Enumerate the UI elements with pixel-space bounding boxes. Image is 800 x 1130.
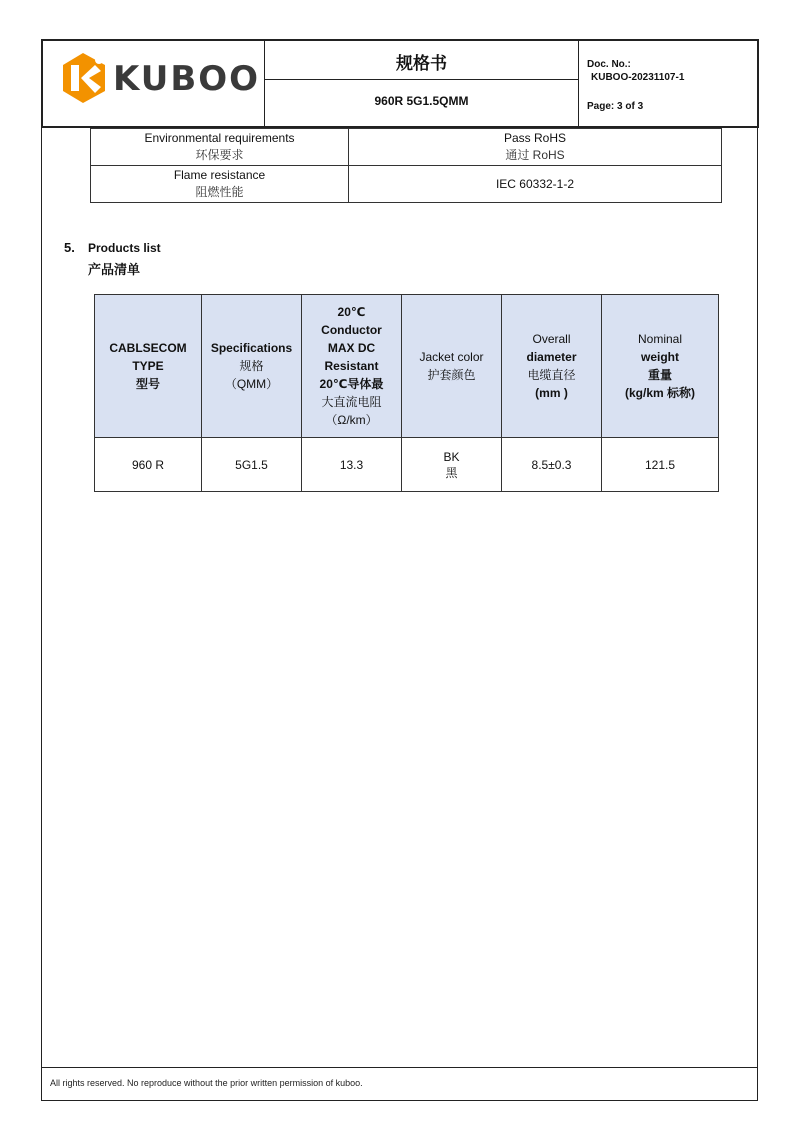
brand-name: KUBOO xyxy=(113,59,261,99)
cell-resistance: 13.3 xyxy=(302,438,402,492)
section-title: Products list xyxy=(88,241,161,255)
footer-divider xyxy=(41,1067,758,1068)
column-header-jacket-color: Jacket color 护套颜色 xyxy=(402,295,502,438)
requirement-value-en: IEC 60332-1-2 xyxy=(495,176,575,191)
kuboo-logo xyxy=(61,51,261,107)
requirement-label xyxy=(91,129,349,166)
header-divider xyxy=(264,79,579,80)
column-header-type: CABLSECOM TYPE 型号 xyxy=(95,295,202,438)
table-row xyxy=(91,129,722,166)
requirements-table xyxy=(90,128,722,203)
requirement-value xyxy=(349,129,722,166)
table-row xyxy=(95,438,719,492)
column-header-weight: Nominal weight 重量 (kg/km 标称) xyxy=(602,295,719,438)
cell-diameter: 8.5±0.3 xyxy=(502,438,602,492)
requirement-label xyxy=(91,166,349,203)
requirement-value-en: Pass RoHS xyxy=(503,131,567,145)
products-table xyxy=(94,294,719,492)
doc-number-label: Doc. No.: xyxy=(587,59,631,70)
requirement-value xyxy=(349,166,722,203)
document-title: 规格书 xyxy=(396,54,447,73)
requirement-value-zh: 通过 RoHS xyxy=(505,148,565,162)
page-number: Page: 3 of 3 xyxy=(587,101,644,112)
table-row xyxy=(91,166,722,203)
requirement-label-en: Environmental requirements xyxy=(144,131,295,145)
footer-copyright: All rights reserved. No reproduce without the prior written permission of kuboo. xyxy=(50,1078,363,1088)
column-header-resistance: 20℃ Conductor MAX DC Resistant 20℃导体最 大直流电阻 （Ω/km） xyxy=(302,295,402,438)
cell-type: 960 R xyxy=(95,438,202,492)
table-header-row xyxy=(95,295,719,438)
requirement-label-en: Flame resistance xyxy=(173,168,266,182)
section-title-zh: 产品清单 xyxy=(88,262,141,277)
document-model: 960R 5G1.5QMM xyxy=(374,94,469,108)
column-header-diameter: Overall diameter 电缆直径 (mm ) xyxy=(502,295,602,438)
section-number: 5. xyxy=(64,240,75,255)
header-divider xyxy=(578,41,579,126)
requirement-label-zh: 环保要求 xyxy=(195,148,244,162)
cell-jacket-color: BK 黑 xyxy=(402,438,502,492)
requirement-label-zh: 阻燃性能 xyxy=(195,185,244,199)
document-header xyxy=(41,39,759,128)
column-header-specifications: Specifications 规格 （QMM） xyxy=(202,295,302,438)
cell-spec: 5G1.5 xyxy=(202,438,302,492)
doc-number-value: KUBOO-20231107-1 xyxy=(591,72,685,83)
kuboo-logo-icon xyxy=(61,51,111,107)
cell-weight: 121.5 xyxy=(602,438,719,492)
